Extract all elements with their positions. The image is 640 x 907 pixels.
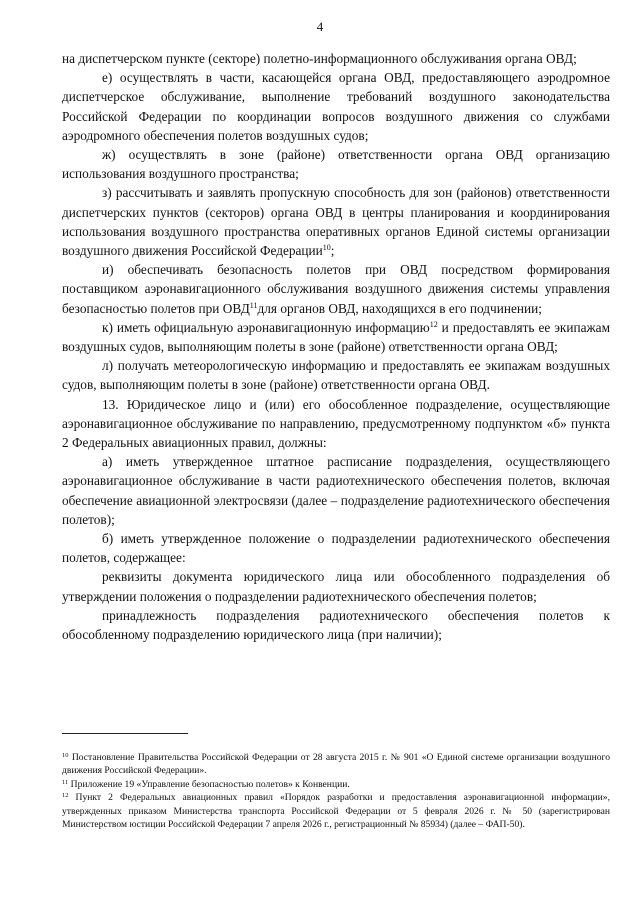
paragraph-text-after: и предоставлять ее экипажам воздушных судов, выполняющим полеты в зоне (районе) ответственности органа ОВД;: [62, 319, 610, 355]
paragraph-text: на диспетчерском пункте (секторе) полетно-информационного обслуживания органа ОВД;: [62, 51, 577, 66]
paragraph-item-zh: [62, 145, 610, 183]
paragraph-continuation: [62, 49, 610, 68]
paragraph-item-z: [62, 183, 610, 260]
paragraph-item-a: [62, 452, 610, 529]
footnote-12: [62, 791, 610, 831]
paragraph-item-i: [62, 260, 610, 318]
paragraph-text: а) иметь утвержденное штатное расписание подразделения, осуществляющего аэронавигационное обслуживание в части радиотехнического обеспечения полетов, включая обеспечение авиационной электросвязи (далее – подразделение радиотехнического обеспечения полетов);: [62, 454, 610, 527]
paragraph-text: б) иметь утвержденное положение о подразделении радиотехнического обеспечения полетов, содержащее:: [62, 531, 610, 566]
paragraph-text: принадлежность подразделения радиотехнического обеспечения полетов к обособленному подразделению юридического лица (при наличии);: [62, 607, 610, 643]
footnote-ref-11: 11: [249, 300, 258, 310]
paragraph-text: к) иметь официальную аэронавигационную информацию: [102, 319, 430, 335]
document-body: [62, 49, 610, 644]
paragraph-text: е) осуществлять в части, касающейся органа ОВД, предоставляющего аэродромное диспетчерское обслуживание, выполнение требований воздушного законодательства Российской Федерации по координации вопросов воздушного движения со службами аэродромного обеспечения полетов воздушных судов;: [62, 70, 610, 143]
footnote-separator: [62, 733, 188, 734]
paragraph-sub-details: [62, 567, 610, 605]
paragraph-sub-affiliation: [62, 606, 610, 644]
paragraph-item-l: [62, 356, 610, 394]
paragraph-item-b: [62, 529, 610, 567]
page-number: 4: [316, 19, 324, 34]
paragraph-text: и) обеспечивать безопасность полетов при ОВД посредством формирования поставщиком аэронавигационного обслуживания воздушного движения системы управления безопасностью полетов при ОВД: [62, 262, 610, 316]
paragraph-item-k: [62, 318, 610, 356]
footnote-11: [62, 778, 610, 791]
footnote-text: Приложение 19 «Управление безопасностью полетов» к Конвенции.: [68, 778, 350, 790]
paragraph-text: з) рассчитывать и заявлять пропускную способность для зон (районов) ответственности диспетчерских пунктов (секторов) органа ОВД в центры планирования и координирования использования воздушного пространства оперативных органов Единой системы организации воздушного движения Российской Федерации: [62, 185, 610, 259]
paragraph-text: ж) осуществлять в зоне (районе) ответственности органа ОВД организацию использования воздушного пространства;: [62, 147, 610, 182]
footnote-number: 12: [62, 792, 69, 800]
footnote-ref-12: 12: [429, 319, 438, 329]
paragraph-text: 13. Юридическое лицо и (или) его обособленное подразделение, осуществляющие аэронавигационное обслуживание по направлению, предусмотренному подпунктом «б» пункта 2 Федеральных авиационных правил, должны:: [62, 396, 610, 451]
footnotes: [62, 751, 610, 831]
footnote-text: Постановление Правительства Российской Федерации от 28 августа 2015 г. № 901 «О Единой системе организации воздушного движения Российской Федерации».: [62, 752, 610, 777]
footnote-number: 10: [62, 752, 69, 759]
paragraph-text-after: ;: [330, 243, 335, 259]
footnote-number: 11: [62, 778, 69, 786]
footnote-10: [62, 751, 610, 778]
paragraph-clause-13: [62, 395, 610, 453]
footnote-ref-10: 10: [322, 243, 331, 253]
paragraph-text-after: для органов ОВД, находящихся в его подчинении;: [257, 300, 542, 316]
footnote-text: Пункт 2 Федеральных авиационных правил «Порядок разработки и предоставления аэронавигационной информации», утвержденных приказом Министерства транспорта Российской Федерации от 5 февраля 2026 г. № 50 (зарегистрирован Министерством юстиции Российской Федерации 7 апреля 2026 г., регистрационный № 85934) (далее – ФАП-50).: [62, 792, 610, 831]
paragraph-item-e: [62, 68, 610, 145]
paragraph-text: л) получать метеорологическую информацию и предоставлять ее экипажам воздушных судов, выполняющим полеты в зоне (районе) ответственности органа ОВД.: [62, 358, 610, 393]
paragraph-text: реквизиты документа юридического лица или обособленного подразделения об утверждении положения о подразделении радиотехнического обеспечения полетов;: [62, 569, 610, 604]
